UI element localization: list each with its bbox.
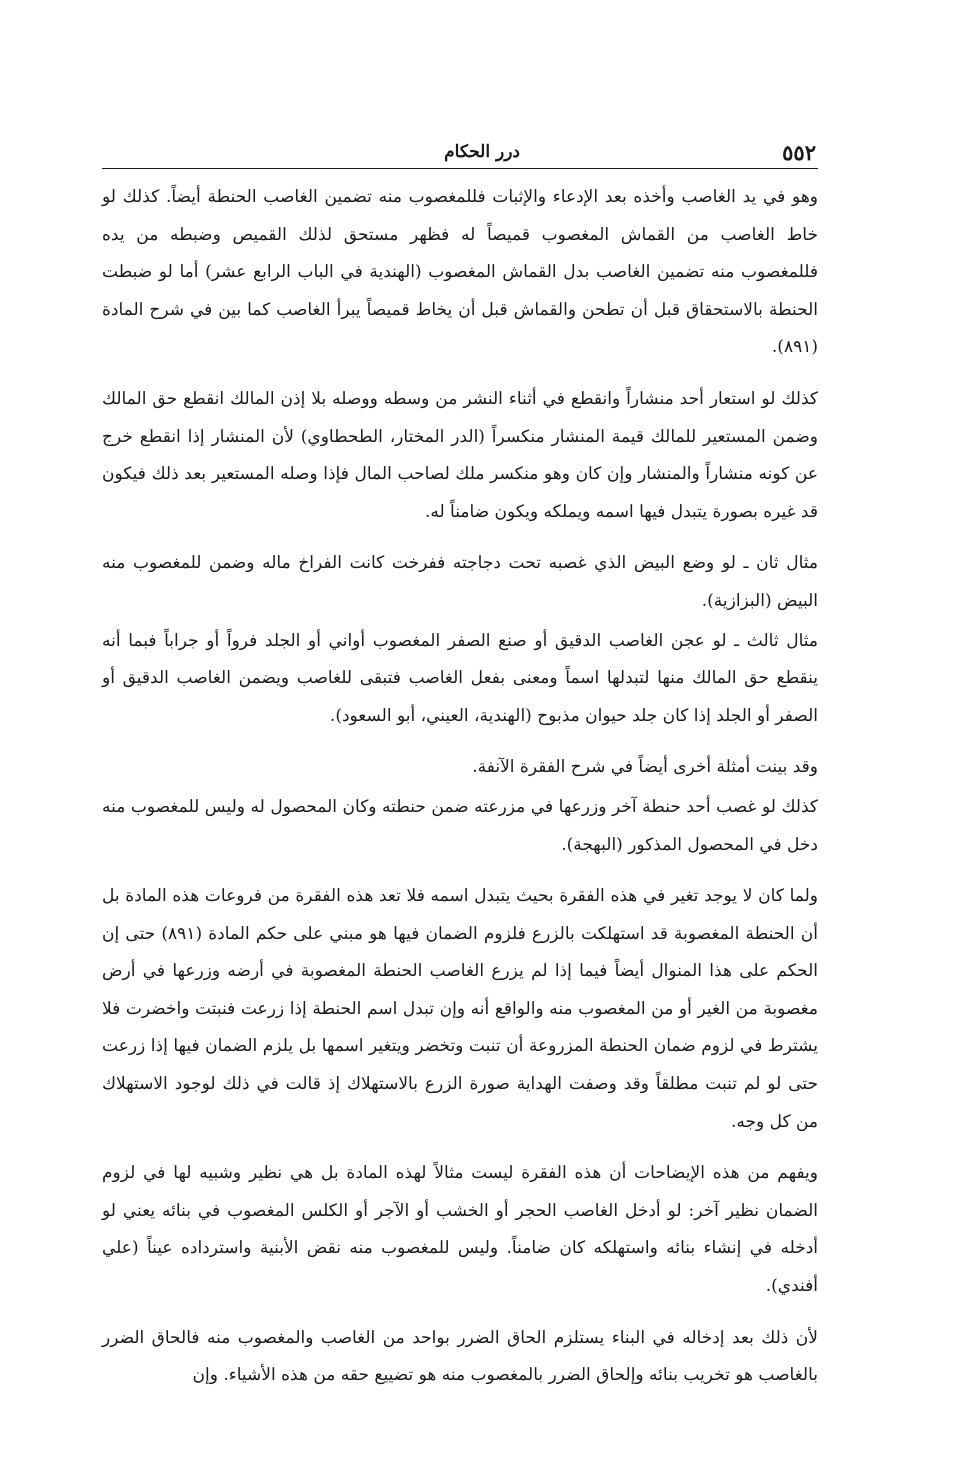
- paragraph-8: ويفهم من هذه الإيضاحات أن هذه الفقرة ليست مثالاً لهذه المادة بل هي نظير وشبيه لها في لزوم الضمان نظير آخر: لو أدخل الغاصب الحجر أو الخشب أو الآجر أو الكلس المغصوب في بنائه يعني لو أدخله في إنشاء بنائه واستهلكه كان ضامناً. وليس للمغصوب منه نقض الأبنية واسترداده عيناً (علي أفندي).: [102, 1163, 818, 1297]
- paragraph-9: لأن ذلك بعد إدخاله في البناء يستلزم الحاق الضرر بواحد من الغاصب والمغصوب منه فالحاق الضرر بالغاصب هو تخريب بنائه وإلحاق الضرر بالمغصوب منه هو تضييع حقه من هذه الأشياء. وإن: [102, 1327, 818, 1386]
- running-title: درر الحكام: [444, 142, 520, 162]
- paragraph-6: كذلك لو غصب أحد حنطة آخر وزرعها في مزرعته ضمن حنطته وكان المحصول له وليس للمغصوب منه دخل في المحصول المذكور (البهجة).: [102, 796, 818, 855]
- paragraph-2: كذلك لو استعار أحد منشاراً وانقطع في أثناء النشر من وسطه ووصله بلا إذن المالك انقطع حق المالك وضمن المستعير للمالك قيمة المنشار منكسراً (الدر المختار، الطحطاوي) لأن المنشار إذا انقطع خرج عن كونه منشاراً والمنشار وإن كان وهو منكسر ملك لصاحب المال فإذا وصله المستعير بعد ذلك فيكون قد غيره بصورة يتبدل فيها اسمه ويملكه ويكون ضامناً له.: [102, 388, 818, 522]
- paragraph-3: مثال ثان ـ لو وضع البيض الذي غصبه تحت دجاجته ففرخت كانت الفراخ ماله وضمن للمغصوب منه البيض (البزازية).: [102, 553, 818, 611]
- page-header: [102, 138, 818, 169]
- paragraph-4: مثال ثالث ـ لو عجن الغاصب الدقيق أو صنع الصفر المغصوب أواني أو الجلد فرواً أو جراباً فبما أنه ينقطع حق المالك منها لتبدلها اسماً ومعنى بفعل الغاصب فتبقى للغاصب ويضمن الغاصب الدقيق أو الصفر أو الجلد إذا كان جلد حيوان مذبوح (الهندية، العيني، أبو السعود).: [102, 630, 818, 726]
- page-number: ٥٥٢: [782, 140, 816, 165]
- paragraph-1: وهو في يد الغاصب وأخذه بعد الإدعاء والإثبات فللمغصوب منه تضمين الغاصب الحنطة أيضاً. كذلك لو خاط الغاصب من القماش المغصوب قميصاً له فظهر مستحق لذلك القميص وضبطه من يده فللمغصوب منه تضمين الغاصب بدل القماش المغصوب (الهندية في الباب الرابع عشر) أما لو ضبطت الحنطة بالاستحقاق قبل أن تطحن والقماش قبل أن يخاط قميصاً يبرأ الغاصب كما بين في شرح المادة (٨٩١).: [102, 187, 818, 358]
- document-page: [102, 138, 818, 1395]
- paragraph-7: ولما كان لا يوجد تغير في هذه الفقرة بحيث يتبدل اسمه فلا تعد هذه الفقرة من فروعات هذه المادة بل أن الحنطة المغصوبة قد استهلكت بالزرع فلزوم الضمان فيها هو مبني على حكم المادة (٨٩١) حتى إن الحكم على هذا المنوال أيضاً فيما إذا لم يزرع الغاصب الحنطة المغصوبة في أرضه وزرعها في أرض مغصوبة من الغير أو من المغصوب منه والواقع أنه وإن تبدل اسم الحنطة إذا زرعت فنبتت واخضرت فلا يشترط في لزوم ضمان الحنطة المزروعة أن تنبت وتخضر ويتغير اسمها بل يلزم الضمان فيها إذا زرعت حتى لو لم تنبت مطلقاً وقد وصفت الهداية صورة الزرع بالاستهلاك إذ قالت في ذلك لوجود الاستهلاك من كل وجه.: [102, 886, 818, 1132]
- paragraph-5: وقد بينت أمثلة أخرى أيضاً في شرح الفقرة الآنفة.: [472, 757, 818, 778]
